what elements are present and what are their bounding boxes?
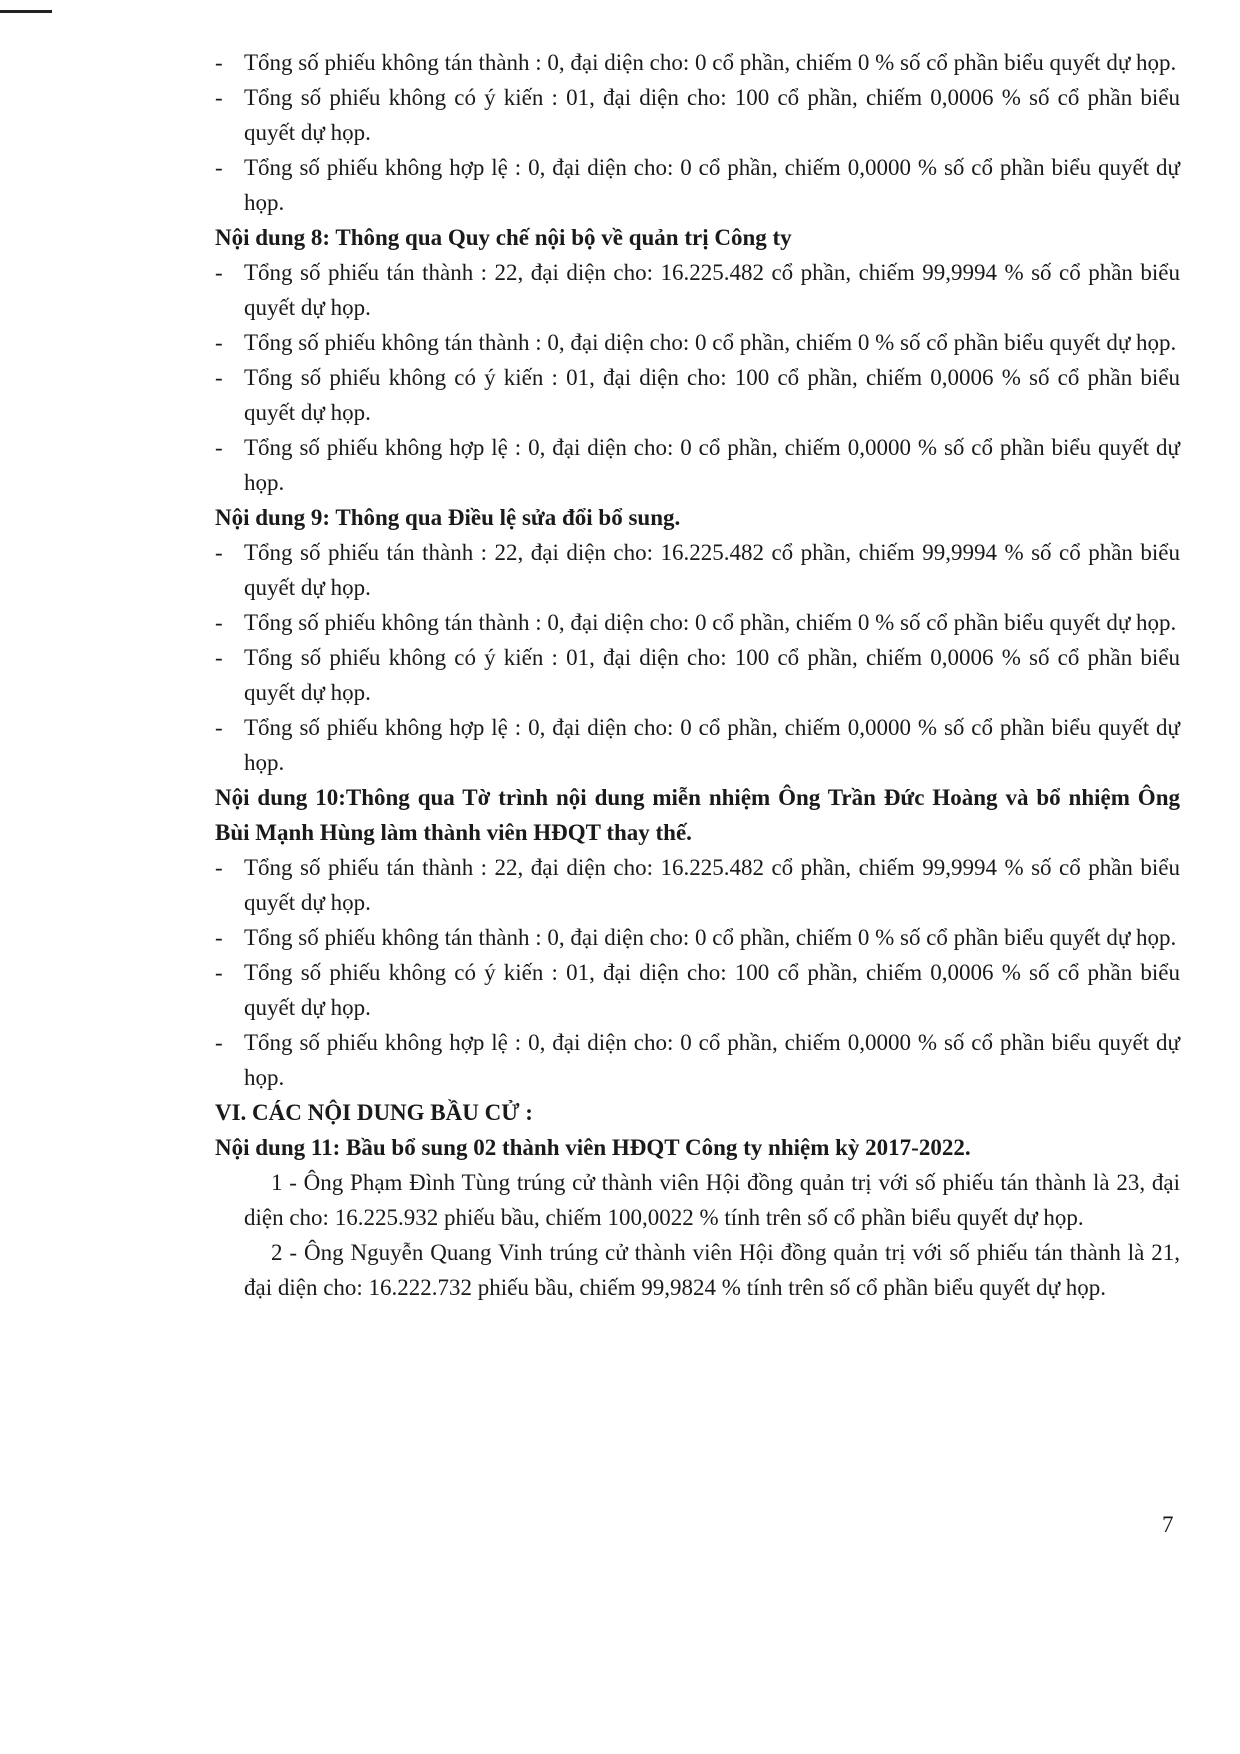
list-item xyxy=(215,850,1180,920)
content-heading-10: Nội dung 10:Thông qua Tờ trình nội dung miễn nhiệm Ông Trần Đức Hoàng và bổ nhiệm Ông Bùi Mạnh Hùng làm thành viên HĐQT thay thế. xyxy=(215,785,1180,845)
bullet-dash: - xyxy=(215,925,223,950)
bullet-dash: - xyxy=(215,715,223,740)
paragraph-text: 1 - Ông Phạm Đình Tùng trúng cử thành viên Hội đồng quản trị với số phiếu tán thành là 23, đại diện cho: 16.225.932 phiếu bầu, chiếm 100,0022 % tính trên số cổ phần biểu quyết dự họp. xyxy=(244,1170,1180,1230)
bullet-dash: - xyxy=(215,85,223,110)
list-item xyxy=(215,255,1180,325)
bullet-dash: - xyxy=(215,645,223,670)
bullet-dash: - xyxy=(215,330,223,355)
list-item xyxy=(215,360,1180,430)
paragraph-text: 2 - Ông Nguyễn Quang Vinh trúng cử thành viên Hội đồng quản trị với số phiếu tán thành là 21, đại diện cho: 16.222.732 phiếu bầu, chiếm 99,9824 % tính trên số cổ phần biểu quyết dự họp. xyxy=(244,1240,1180,1300)
bullet-dash: - xyxy=(215,610,223,635)
bullet-dash: - xyxy=(215,960,223,985)
election-result-1 xyxy=(215,1165,1180,1235)
page-number: 7 xyxy=(1162,1512,1174,1537)
item-text: Tổng số phiếu không hợp lệ : 0, đại diện cho: 0 cổ phần, chiếm 0,0000 % số cổ phần biểu quyết dự họp. xyxy=(244,1030,1180,1090)
bullet-dash: - xyxy=(215,50,223,75)
content-heading-9: Nội dung 9: Thông qua Điều lệ sửa đổi bổ sung. xyxy=(215,505,681,530)
list-item xyxy=(215,535,1180,605)
list-item xyxy=(215,1025,1180,1095)
item-text: Tổng số phiếu tán thành : 22, đại diện cho: 16.225.482 cổ phần, chiếm 99,9994 % số cổ phần biểu quyết dự họp. xyxy=(244,540,1180,600)
list-item xyxy=(215,640,1180,710)
item-text: Tổng số phiếu không có ý kiến : 01, đại diện cho: 100 cổ phần, chiếm 0,0006 % số cổ phần biểu quyết dự họp. xyxy=(244,365,1180,425)
list-item xyxy=(215,150,1180,220)
list-item xyxy=(215,430,1180,500)
bullet-dash: - xyxy=(215,365,223,390)
item-text: Tổng số phiếu không tán thành : 0, đại diện cho: 0 cổ phần, chiếm 0 % số cổ phần biểu quyết dự họp. xyxy=(244,925,1177,950)
bullet-dash: - xyxy=(215,1030,223,1055)
list-item xyxy=(215,955,1180,1025)
item-text: Tổng số phiếu không có ý kiến : 01, đại diện cho: 100 cổ phần, chiếm 0,0006 % số cổ phần biểu quyết dự họp. xyxy=(244,85,1180,145)
bullet-dash: - xyxy=(215,855,223,880)
item-text: Tổng số phiếu không tán thành : 0, đại diện cho: 0 cổ phần, chiếm 0 % số cổ phần biểu quyết dự họp. xyxy=(244,330,1177,355)
list-item xyxy=(215,920,1180,955)
content-heading-11: Nội dung 11: Bầu bổ sung 02 thành viên HĐQT Công ty nhiệm kỳ 2017-2022. xyxy=(215,1135,971,1160)
document-page xyxy=(215,45,1180,1305)
bullet-dash: - xyxy=(215,435,223,460)
scan-edge-mark xyxy=(0,10,52,13)
item-text: Tổng số phiếu không hợp lệ : 0, đại diện cho: 0 cổ phần, chiếm 0,0000 % số cổ phần biểu quyết dự họp. xyxy=(244,155,1180,215)
section-title-vi: VI. CÁC NỘI DUNG BẦU CỬ : xyxy=(215,1100,533,1125)
list-item xyxy=(215,710,1180,780)
list-item xyxy=(215,325,1180,360)
item-text: Tổng số phiếu không có ý kiến : 01, đại diện cho: 100 cổ phần, chiếm 0,0006 % số cổ phần biểu quyết dự họp. xyxy=(244,645,1180,705)
item-text: Tổng số phiếu không tán thành : 0, đại diện cho: 0 cổ phần, chiếm 0 % số cổ phần biểu quyết dự họp. xyxy=(244,50,1177,75)
content-heading-8: Nội dung 8: Thông qua Quy chế nội bộ về quản trị Công ty xyxy=(215,225,792,250)
bullet-dash: - xyxy=(215,155,223,180)
item-text: Tổng số phiếu tán thành : 22, đại diện cho: 16.225.482 cổ phần, chiếm 99,9994 % số cổ phần biểu quyết dự họp. xyxy=(244,855,1180,915)
bullet-dash: - xyxy=(215,540,223,565)
bullet-dash: - xyxy=(215,260,223,285)
list-item xyxy=(215,45,1180,80)
list-item xyxy=(215,80,1180,150)
item-text: Tổng số phiếu không có ý kiến : 01, đại diện cho: 100 cổ phần, chiếm 0,0006 % số cổ phần biểu quyết dự họp. xyxy=(244,960,1180,1020)
election-result-2 xyxy=(215,1235,1180,1305)
item-text: Tổng số phiếu không hợp lệ : 0, đại diện cho: 0 cổ phần, chiếm 0,0000 % số cổ phần biểu quyết dự họp. xyxy=(244,435,1180,495)
item-text: Tổng số phiếu tán thành : 22, đại diện cho: 16.225.482 cổ phần, chiếm 99,9994 % số cổ phần biểu quyết dự họp. xyxy=(244,260,1180,320)
list-item xyxy=(215,605,1180,640)
item-text: Tổng số phiếu không hợp lệ : 0, đại diện cho: 0 cổ phần, chiếm 0,0000 % số cổ phần biểu quyết dự họp. xyxy=(244,715,1180,775)
item-text: Tổng số phiếu không tán thành : 0, đại diện cho: 0 cổ phần, chiếm 0 % số cổ phần biểu quyết dự họp. xyxy=(244,610,1177,635)
